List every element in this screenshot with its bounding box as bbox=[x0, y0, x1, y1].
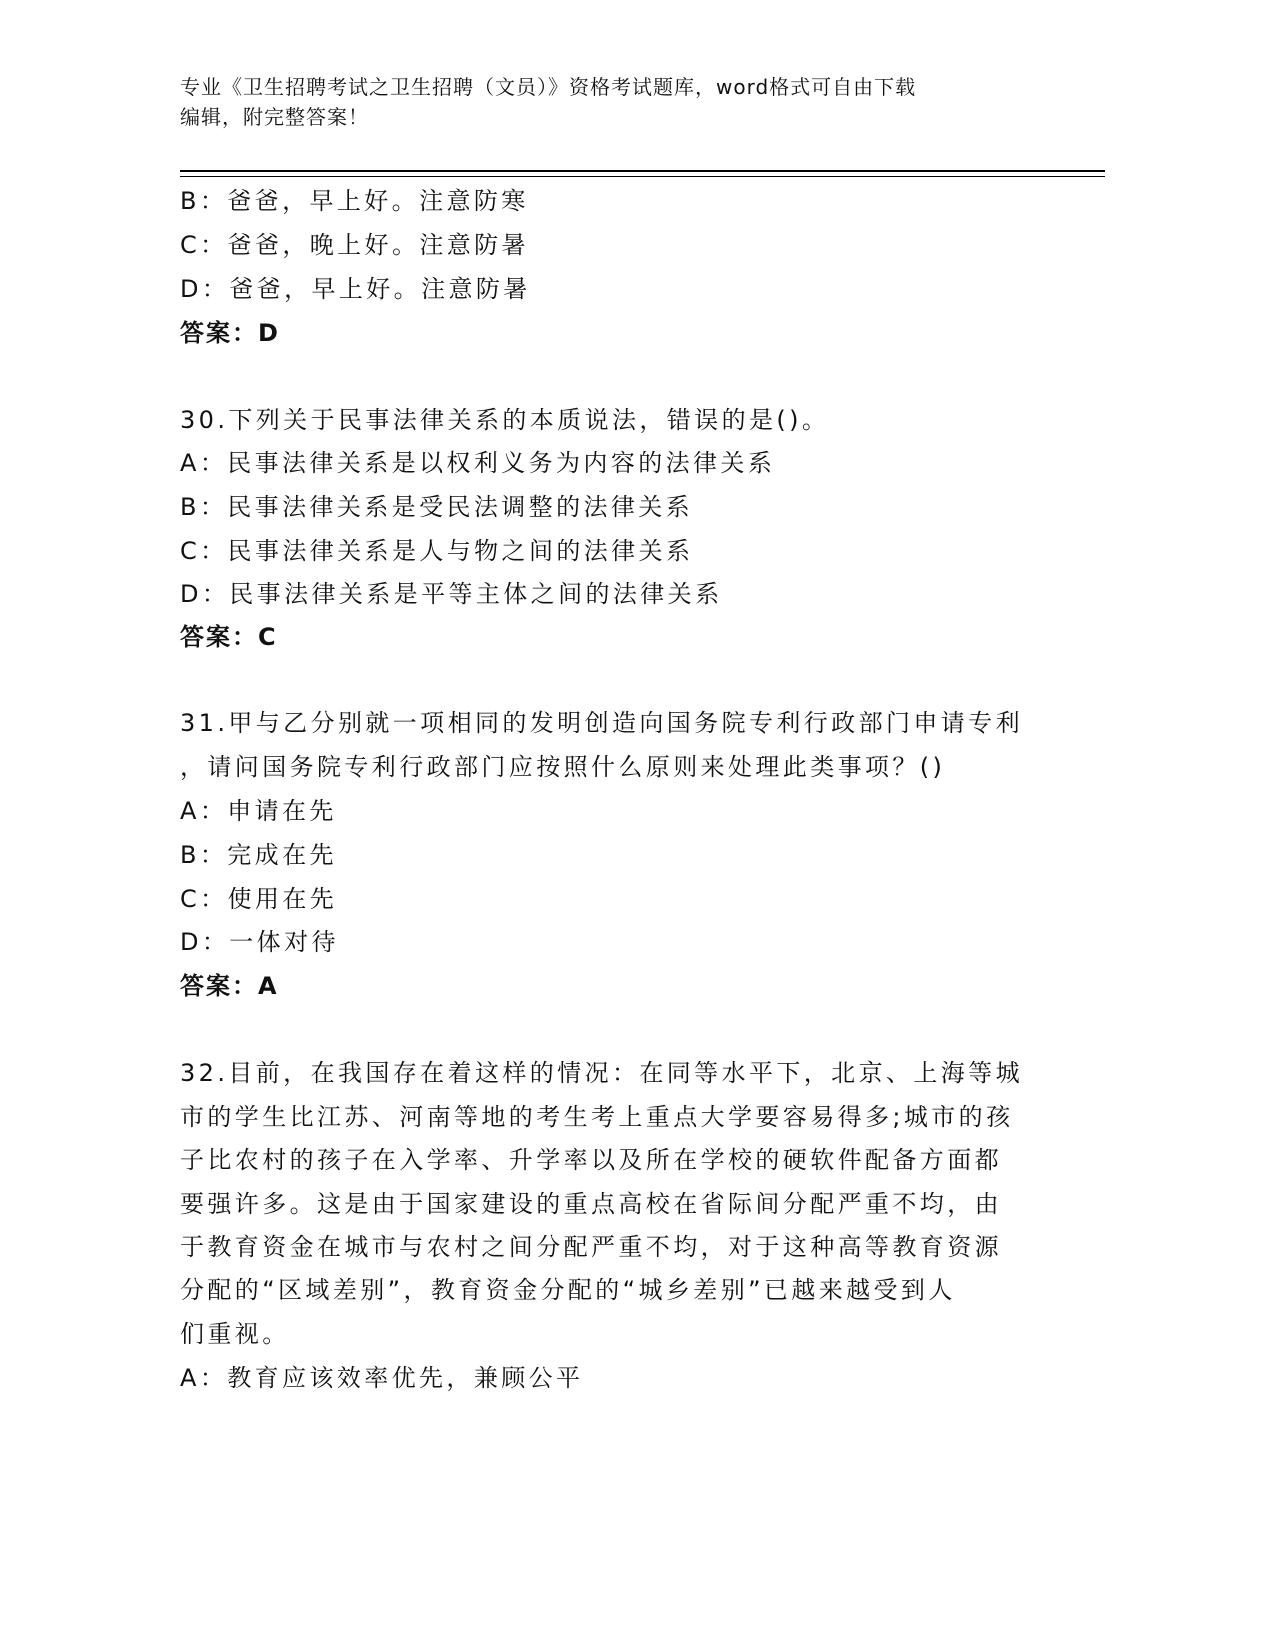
option: B：爸爸，早上好。注意防寒 bbox=[180, 187, 529, 215]
option: D：民事法律关系是平等主体之间的法律关系 bbox=[180, 580, 723, 608]
option: D：爸爸，早上好。注意防暑 bbox=[180, 275, 531, 303]
question-text: 分配的“区域差别”，教育资金分配的“城乡差别”已越来越受到人 bbox=[180, 1276, 956, 1304]
question-text: 31.甲与乙分别就一项相同的发明创造向国务院专利行政部门申请专利 bbox=[180, 709, 1023, 737]
option: B：民事法律关系是受民法调整的法律关系 bbox=[180, 493, 694, 521]
header-rule-thin bbox=[180, 176, 1105, 177]
option: C：民事法律关系是人与物之间的法律关系 bbox=[180, 537, 694, 565]
question-text: 们重视。 bbox=[180, 1320, 290, 1348]
option: A：教育应该效率优先，兼顾公平 bbox=[180, 1364, 584, 1392]
answer: 答案：C bbox=[180, 623, 278, 651]
option: A：申请在先 bbox=[180, 797, 337, 825]
question-text: 于教育资金在城市与农村之间分配严重不均，对于这种高等教育资源 bbox=[180, 1233, 1002, 1261]
option: C：爸爸，晚上好。注意防暑 bbox=[180, 231, 529, 259]
question-text: 32.目前，在我国存在着这样的情况：在同等水平下，北京、上海等城 bbox=[180, 1059, 1023, 1087]
header-line: 专业《卫生招聘考试之卫生招聘（文员）》资格考试题库，word格式可自由下载 bbox=[180, 75, 917, 99]
option: C：使用在先 bbox=[180, 885, 338, 913]
header-rule-thick bbox=[180, 170, 1105, 172]
answer: 答案：A bbox=[180, 972, 279, 1000]
header-line: 编辑，附完整答案！ bbox=[180, 105, 369, 129]
question-text: ，请问国务院专利行政部门应按照什么原则来处理此类事项？() bbox=[180, 753, 946, 781]
question-text: 子比农村的孩子在入学率、升学率以及所在学校的硬软件配备方面都 bbox=[180, 1146, 1002, 1174]
question-text: 30.下列关于民事法律关系的本质说法，错误的是()。 bbox=[180, 406, 830, 434]
option: D：一体对待 bbox=[180, 928, 339, 956]
answer: 答案：D bbox=[180, 319, 280, 347]
question-text: 要强许多。这是由于国家建设的重点高校在省际间分配严重不均，由 bbox=[180, 1190, 1002, 1218]
question-text: 市的学生比江苏、河南等地的考生考上重点大学要容易得多;城市的孩 bbox=[180, 1103, 1014, 1131]
option: B：完成在先 bbox=[180, 841, 337, 869]
option: A：民事法律关系是以权利义务为内容的法律关系 bbox=[180, 449, 776, 477]
